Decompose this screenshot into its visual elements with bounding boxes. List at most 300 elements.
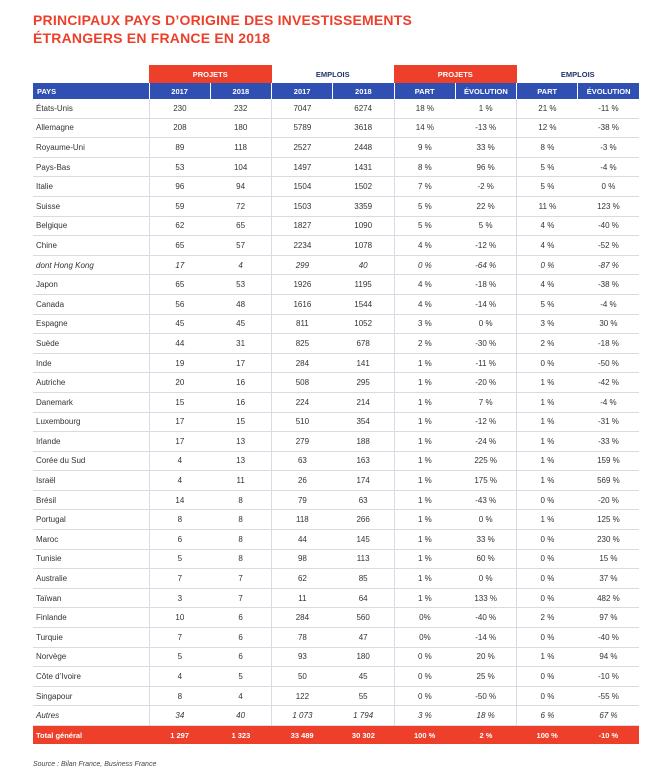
value-cell: 5 xyxy=(149,647,210,667)
value-cell: 1 % xyxy=(517,471,578,491)
country-cell: Italie xyxy=(33,177,149,197)
value-cell: -42 % xyxy=(578,373,639,393)
value-cell: 230 % xyxy=(578,530,639,550)
value-cell: 50 xyxy=(272,667,333,687)
value-cell: 1 % xyxy=(394,412,455,432)
value-cell: 5 % xyxy=(394,196,455,216)
value-cell: 299 xyxy=(272,255,333,275)
value-cell: 0 % xyxy=(394,647,455,667)
table-row xyxy=(33,236,639,256)
value-cell: 7 xyxy=(149,569,210,589)
table-row xyxy=(33,608,639,628)
value-cell: 4 xyxy=(149,667,210,687)
value-cell: 0 % xyxy=(455,510,516,530)
value-cell: -50 % xyxy=(455,686,516,706)
value-cell: 96 % xyxy=(455,157,516,177)
value-cell: 4 xyxy=(149,471,210,491)
value-cell: -20 % xyxy=(578,490,639,510)
country-cell: Finlande xyxy=(33,608,149,628)
value-cell: 1 073 xyxy=(272,706,333,726)
value-cell: -24 % xyxy=(455,432,516,452)
value-cell: 123 % xyxy=(578,196,639,216)
value-cell: 3359 xyxy=(333,196,394,216)
value-cell: 3 % xyxy=(394,314,455,334)
value-cell: 5 % xyxy=(455,216,516,236)
total-label: Total général xyxy=(33,726,149,745)
total-value: 2 % xyxy=(455,726,516,745)
value-cell: 122 xyxy=(272,686,333,706)
value-cell: 1 % xyxy=(517,510,578,530)
value-cell: 214 xyxy=(333,392,394,412)
value-cell: 6 xyxy=(210,628,271,648)
value-cell: 6 xyxy=(210,647,271,667)
value-cell: 60 % xyxy=(455,549,516,569)
value-cell: 20 xyxy=(149,373,210,393)
country-cell: Pays-Bas xyxy=(33,157,149,177)
value-cell: 0% xyxy=(394,628,455,648)
value-cell: 4 % xyxy=(394,236,455,256)
country-cell: Suisse xyxy=(33,196,149,216)
table-row xyxy=(33,373,639,393)
country-cell: Japon xyxy=(33,275,149,295)
value-cell: 10 xyxy=(149,608,210,628)
country-cell: Norvège xyxy=(33,647,149,667)
value-cell: -50 % xyxy=(578,353,639,373)
table-body xyxy=(33,99,639,744)
value-cell: 20 % xyxy=(455,647,516,667)
value-cell: 7047 xyxy=(272,99,333,118)
value-cell: 1544 xyxy=(333,294,394,314)
value-cell: 4 xyxy=(210,686,271,706)
value-cell: 98 xyxy=(272,549,333,569)
value-cell: 7 xyxy=(149,628,210,648)
country-cell: Allemagne xyxy=(33,118,149,138)
value-cell: 14 % xyxy=(394,118,455,138)
value-cell: 141 xyxy=(333,353,394,373)
value-cell: 224 xyxy=(272,392,333,412)
value-cell: 1 % xyxy=(517,373,578,393)
value-cell: 25 % xyxy=(455,667,516,687)
value-cell: -18 % xyxy=(455,275,516,295)
column-header: PART xyxy=(394,83,455,99)
value-cell: -20 % xyxy=(455,373,516,393)
group-header-projets-share: PROJETS xyxy=(394,65,517,83)
value-cell: 1926 xyxy=(272,275,333,295)
value-cell: 44 xyxy=(272,530,333,550)
column-header: 2018 xyxy=(210,83,271,99)
value-cell: 47 xyxy=(333,628,394,648)
value-cell: 1431 xyxy=(333,157,394,177)
value-cell: 1616 xyxy=(272,294,333,314)
value-cell: 13 xyxy=(210,432,271,452)
value-cell: 133 % xyxy=(455,588,516,608)
value-cell: 13 xyxy=(210,451,271,471)
country-cell: Danemark xyxy=(33,392,149,412)
value-cell: 266 xyxy=(333,510,394,530)
value-cell: 8 xyxy=(210,530,271,550)
country-cell: Tunisie xyxy=(33,549,149,569)
value-cell: 560 xyxy=(333,608,394,628)
value-cell: 26 xyxy=(272,471,333,491)
table-row xyxy=(33,99,639,118)
value-cell: 96 xyxy=(149,177,210,197)
table-row xyxy=(33,353,639,373)
value-cell: 1078 xyxy=(333,236,394,256)
country-cell: Canada xyxy=(33,294,149,314)
column-header: 2017 xyxy=(272,83,333,99)
value-cell: 1503 xyxy=(272,196,333,216)
table-row xyxy=(33,314,639,334)
value-cell: 482 % xyxy=(578,588,639,608)
table-row xyxy=(33,667,639,687)
value-cell: 7 xyxy=(210,569,271,589)
value-cell: -12 % xyxy=(455,412,516,432)
country-cell: Brésil xyxy=(33,490,149,510)
value-cell: 53 xyxy=(149,157,210,177)
value-cell: 5789 xyxy=(272,118,333,138)
country-cell: Autriche xyxy=(33,373,149,393)
total-value: -10 % xyxy=(578,726,639,745)
value-cell: 45 xyxy=(149,314,210,334)
table-row xyxy=(33,275,639,295)
value-cell: 97 % xyxy=(578,608,639,628)
value-cell: -11 % xyxy=(455,353,516,373)
total-value: 30 302 xyxy=(333,726,394,745)
value-cell: 2527 xyxy=(272,138,333,158)
value-cell: 64 xyxy=(333,588,394,608)
group-header-emplois-share: EMPLOIS xyxy=(560,69,595,79)
value-cell: 0 % xyxy=(517,628,578,648)
country-cell: Chine xyxy=(33,236,149,256)
table-row xyxy=(33,138,639,158)
total-value: 33 489 xyxy=(272,726,333,745)
column-header-row xyxy=(33,83,639,99)
value-cell: 14 xyxy=(149,490,210,510)
value-cell: 230 xyxy=(149,99,210,118)
country-cell: dont Hong Kong xyxy=(33,255,149,275)
value-cell: 295 xyxy=(333,373,394,393)
value-cell: 4 xyxy=(210,255,271,275)
value-cell: 825 xyxy=(272,334,333,354)
table-row xyxy=(33,412,639,432)
value-cell: -43 % xyxy=(455,490,516,510)
value-cell: 6 xyxy=(210,608,271,628)
value-cell: 45 xyxy=(210,314,271,334)
value-cell: 180 xyxy=(333,647,394,667)
value-cell: 1 % xyxy=(455,99,516,118)
value-cell: 3 % xyxy=(517,314,578,334)
title-line-1: PRINCIPAUX PAYS D’ORIGINE DES INVESTISSEMENTS xyxy=(33,12,413,28)
value-cell: 7 % xyxy=(455,392,516,412)
column-header: ÉVOLUTION xyxy=(455,83,516,99)
value-cell: 113 xyxy=(333,549,394,569)
value-cell: 55 xyxy=(333,686,394,706)
table-row xyxy=(33,196,639,216)
value-cell: -38 % xyxy=(578,275,639,295)
value-cell: 0 % xyxy=(517,569,578,589)
table-row xyxy=(33,510,639,530)
value-cell: 6274 xyxy=(333,99,394,118)
value-cell: 63 xyxy=(333,490,394,510)
value-cell: 93 xyxy=(272,647,333,667)
table-row xyxy=(33,334,639,354)
value-cell: 4 % xyxy=(394,294,455,314)
value-cell: 1497 xyxy=(272,157,333,177)
country-cell: Irlande xyxy=(33,432,149,452)
value-cell: 208 xyxy=(149,118,210,138)
value-cell: -30 % xyxy=(455,334,516,354)
value-cell: 17 xyxy=(149,432,210,452)
value-cell: 1827 xyxy=(272,216,333,236)
value-cell: 0 % xyxy=(394,667,455,687)
value-cell: 4 % xyxy=(517,236,578,256)
title-line-2: ÉTRANGERS EN FRANCE EN 2018 xyxy=(33,30,271,46)
value-cell: 67 % xyxy=(578,706,639,726)
total-value: 1 323 xyxy=(210,726,271,745)
value-cell: 1 % xyxy=(517,451,578,471)
value-cell: 1 % xyxy=(517,432,578,452)
table-row xyxy=(33,451,639,471)
column-header: PART xyxy=(517,83,578,99)
value-cell: 5 % xyxy=(394,216,455,236)
value-cell: 72 xyxy=(210,196,271,216)
value-cell: 2 % xyxy=(394,334,455,354)
value-cell: -11 % xyxy=(578,99,639,118)
value-cell: 5 % xyxy=(517,157,578,177)
value-cell: 174 xyxy=(333,471,394,491)
value-cell: 225 % xyxy=(455,451,516,471)
value-cell: 4 % xyxy=(394,275,455,295)
value-cell: 4 % xyxy=(517,216,578,236)
value-cell: 8 xyxy=(210,549,271,569)
value-cell: 180 xyxy=(210,118,271,138)
value-cell: 1090 xyxy=(333,216,394,236)
value-cell: 9 % xyxy=(394,138,455,158)
value-cell: 22 % xyxy=(455,196,516,216)
country-cell: Royaume-Uni xyxy=(33,138,149,158)
value-cell: 232 xyxy=(210,99,271,118)
value-cell: 59 xyxy=(149,196,210,216)
value-cell: 0 % xyxy=(517,530,578,550)
value-cell: 11 xyxy=(272,588,333,608)
value-cell: 8 xyxy=(210,490,271,510)
value-cell: 37 % xyxy=(578,569,639,589)
value-cell: 118 xyxy=(272,510,333,530)
value-cell: -87 % xyxy=(578,255,639,275)
value-cell: -38 % xyxy=(578,118,639,138)
value-cell: 508 xyxy=(272,373,333,393)
value-cell: 1 % xyxy=(394,471,455,491)
table-row xyxy=(33,628,639,648)
total-value: 100 % xyxy=(517,726,578,745)
value-cell: 2 % xyxy=(517,334,578,354)
column-header: ÉVOLUTION xyxy=(578,83,639,99)
value-cell: 7 xyxy=(210,588,271,608)
value-cell: 5 % xyxy=(517,177,578,197)
value-cell: 53 xyxy=(210,275,271,295)
value-cell: 16 xyxy=(210,373,271,393)
value-cell: 5 % xyxy=(517,294,578,314)
value-cell: 104 xyxy=(210,157,271,177)
value-cell: 85 xyxy=(333,569,394,589)
value-cell: 1 % xyxy=(394,549,455,569)
value-cell: 15 % xyxy=(578,549,639,569)
value-cell: 1195 xyxy=(333,275,394,295)
group-header-emplois: EMPLOIS xyxy=(315,69,350,79)
value-cell: 1 % xyxy=(394,569,455,589)
country-cell: Côte d’Ivoire xyxy=(33,667,149,687)
value-cell: 3618 xyxy=(333,118,394,138)
value-cell: 15 xyxy=(210,412,271,432)
value-cell: 63 xyxy=(272,451,333,471)
source-note: Source : Bilan France, Business France xyxy=(33,761,157,768)
value-cell: 5 xyxy=(149,549,210,569)
country-cell: Portugal xyxy=(33,510,149,530)
value-cell: 15 xyxy=(149,392,210,412)
value-cell: 1 % xyxy=(394,451,455,471)
value-cell: -18 % xyxy=(578,334,639,354)
value-cell: 1 % xyxy=(517,647,578,667)
value-cell: 0 % xyxy=(517,686,578,706)
country-cell: États-Unis xyxy=(33,99,149,118)
value-cell: 94 % xyxy=(578,647,639,667)
table-row xyxy=(33,294,639,314)
value-cell: 6 xyxy=(149,530,210,550)
value-cell: 0 % xyxy=(517,490,578,510)
value-cell: 569 % xyxy=(578,471,639,491)
table-row xyxy=(33,686,639,706)
value-cell: 18 % xyxy=(394,99,455,118)
country-cell: Belgique xyxy=(33,216,149,236)
value-cell: 3 xyxy=(149,588,210,608)
table-row xyxy=(33,432,639,452)
value-cell: 65 xyxy=(149,236,210,256)
value-cell: -40 % xyxy=(455,608,516,628)
value-cell: 0 % xyxy=(517,588,578,608)
value-cell: 159 % xyxy=(578,451,639,471)
value-cell: 145 xyxy=(333,530,394,550)
column-header: 2017 xyxy=(149,83,210,99)
value-cell: 34 xyxy=(149,706,210,726)
value-cell: 284 xyxy=(272,608,333,628)
value-cell: -3 % xyxy=(578,138,639,158)
country-cell: Australie xyxy=(33,569,149,589)
value-cell: 3 % xyxy=(394,706,455,726)
country-cell: Autres xyxy=(33,706,149,726)
value-cell: 279 xyxy=(272,432,333,452)
value-cell: 2234 xyxy=(272,236,333,256)
value-cell: 354 xyxy=(333,412,394,432)
value-cell: 45 xyxy=(333,667,394,687)
value-cell: 284 xyxy=(272,353,333,373)
table-row xyxy=(33,392,639,412)
value-cell: 4 % xyxy=(517,275,578,295)
value-cell: 56 xyxy=(149,294,210,314)
value-cell: 16 xyxy=(210,392,271,412)
value-cell: 11 xyxy=(210,471,271,491)
value-cell: 40 xyxy=(333,255,394,275)
value-cell: -52 % xyxy=(578,236,639,256)
value-cell: 0 % xyxy=(517,255,578,275)
country-cell: Singapour xyxy=(33,686,149,706)
value-cell: -64 % xyxy=(455,255,516,275)
value-cell: -31 % xyxy=(578,412,639,432)
value-cell: 21 % xyxy=(517,99,578,118)
value-cell: 94 xyxy=(210,177,271,197)
value-cell: 2448 xyxy=(333,138,394,158)
table-row xyxy=(33,647,639,667)
table-row xyxy=(33,157,639,177)
country-cell: Taïwan xyxy=(33,588,149,608)
country-cell: Suède xyxy=(33,334,149,354)
group-header-empty xyxy=(33,65,149,83)
value-cell: 4 xyxy=(149,451,210,471)
column-header: PAYS xyxy=(33,83,149,99)
value-cell: -4 % xyxy=(578,157,639,177)
value-cell: 118 xyxy=(210,138,271,158)
value-cell: 2 % xyxy=(517,608,578,628)
table-row xyxy=(33,569,639,589)
total-value: 100 % xyxy=(394,726,455,745)
value-cell: 1502 xyxy=(333,177,394,197)
value-cell: 1 % xyxy=(394,432,455,452)
value-cell: -33 % xyxy=(578,432,639,452)
value-cell: 11 % xyxy=(517,196,578,216)
value-cell: 678 xyxy=(333,334,394,354)
value-cell: 7 % xyxy=(394,177,455,197)
value-cell: 0 % xyxy=(517,549,578,569)
value-cell: 1 % xyxy=(394,392,455,412)
table-row xyxy=(33,490,639,510)
value-cell: 1 % xyxy=(394,353,455,373)
country-cell: Inde xyxy=(33,353,149,373)
value-cell: 30 % xyxy=(578,314,639,334)
value-cell: 17 xyxy=(149,412,210,432)
value-cell: 163 xyxy=(333,451,394,471)
value-cell: 8 % xyxy=(517,138,578,158)
table-row xyxy=(33,706,639,726)
total-value: 1 297 xyxy=(149,726,210,745)
value-cell: 811 xyxy=(272,314,333,334)
page-title xyxy=(33,11,412,47)
country-cell: Turquie xyxy=(33,628,149,648)
value-cell: 1 % xyxy=(394,588,455,608)
value-cell: 17 xyxy=(149,255,210,275)
value-cell: -10 % xyxy=(578,667,639,687)
value-cell: 65 xyxy=(149,275,210,295)
value-cell: 0 % xyxy=(517,353,578,373)
value-cell: 31 xyxy=(210,334,271,354)
value-cell: 0 % xyxy=(455,314,516,334)
value-cell: 5 xyxy=(210,667,271,687)
value-cell: 8 xyxy=(149,510,210,530)
value-cell: 1 % xyxy=(517,392,578,412)
table-row xyxy=(33,530,639,550)
value-cell: -40 % xyxy=(578,628,639,648)
value-cell: 1 794 xyxy=(333,706,394,726)
value-cell: -14 % xyxy=(455,294,516,314)
value-cell: 1 % xyxy=(394,510,455,530)
value-cell: 1504 xyxy=(272,177,333,197)
value-cell: 8 xyxy=(210,510,271,530)
value-cell: 8 % xyxy=(394,157,455,177)
value-cell: 0 % xyxy=(517,667,578,687)
value-cell: -4 % xyxy=(578,392,639,412)
group-header-projets: PROJETS xyxy=(149,65,272,83)
value-cell: 62 xyxy=(149,216,210,236)
value-cell: -14 % xyxy=(455,628,516,648)
investment-table xyxy=(33,65,639,744)
